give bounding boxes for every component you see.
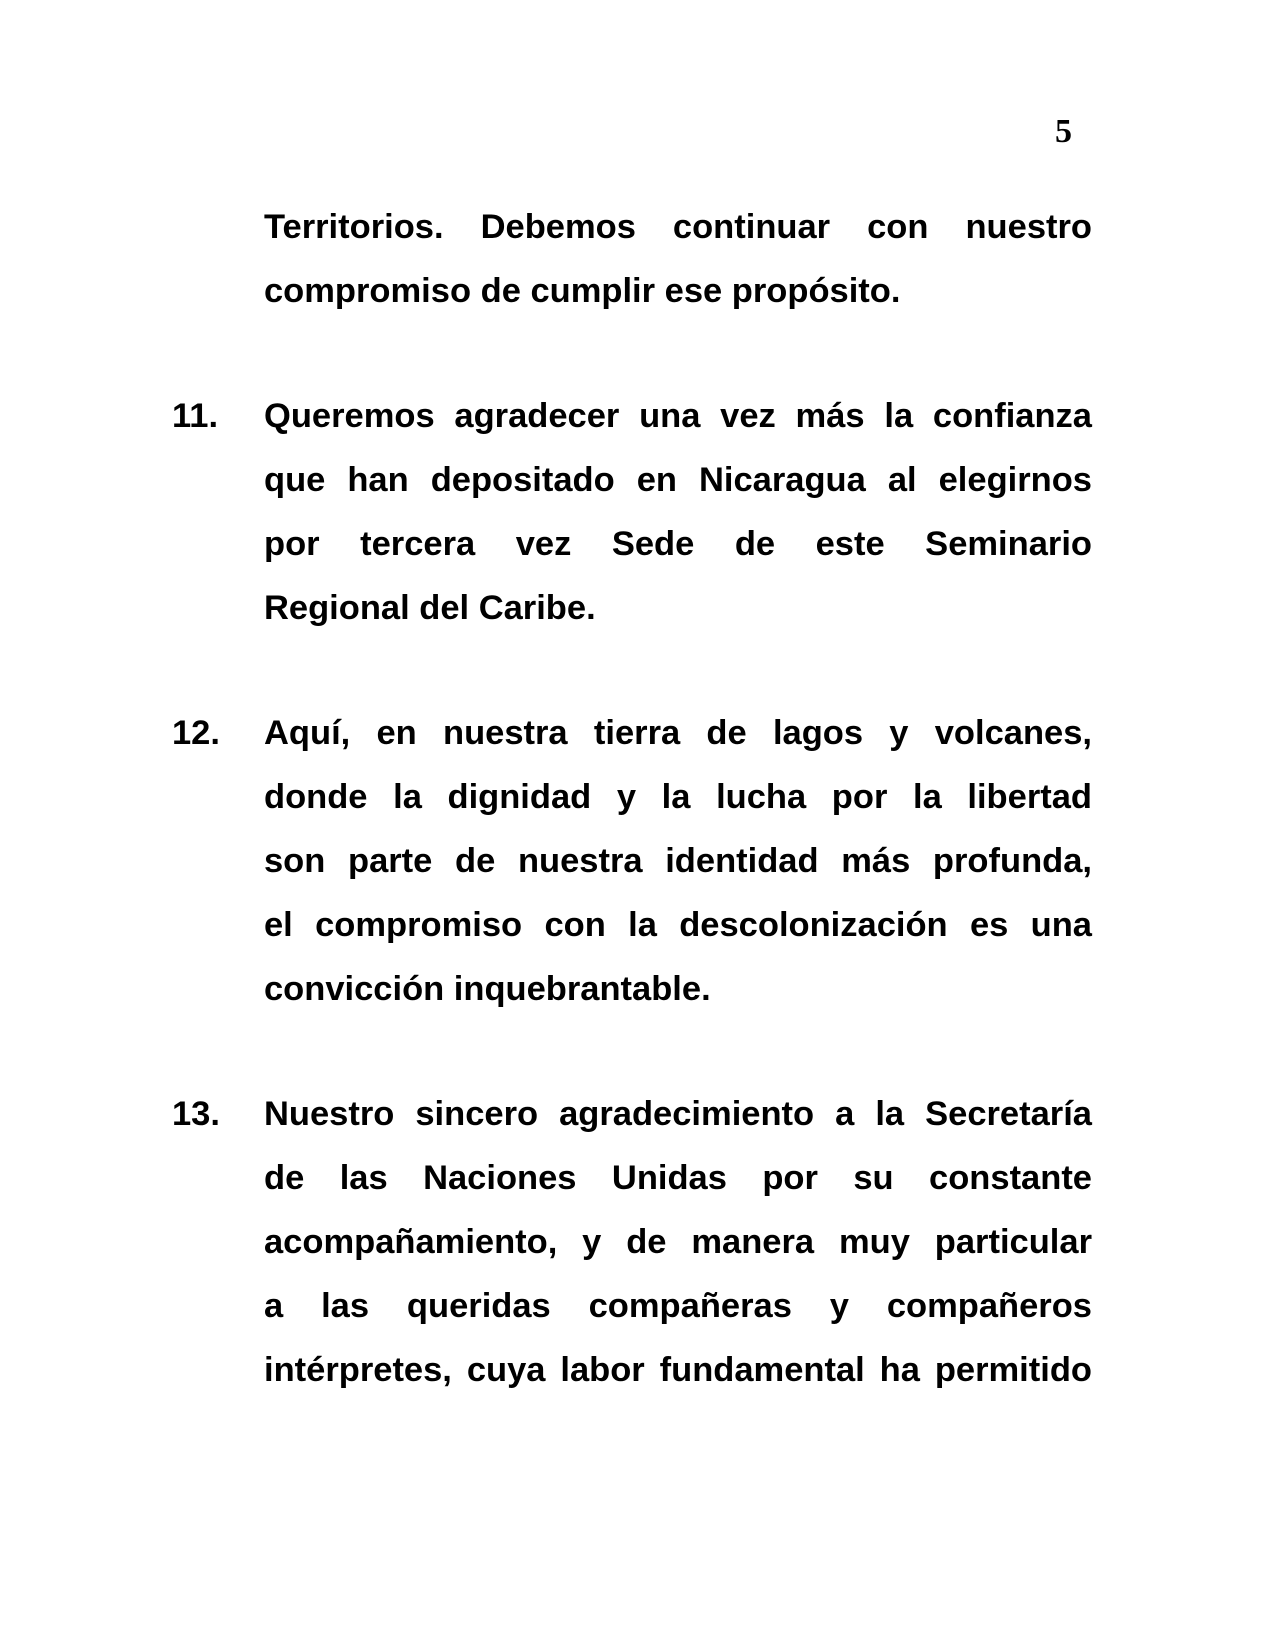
text-line: Regional del Caribe. — [264, 589, 596, 627]
text-line: de las Naciones Unidas por su constante — [264, 1159, 1092, 1197]
text-line: Nuestro sincero agradecimiento a la Secretaría — [264, 1095, 1092, 1133]
page-number: 5 — [1055, 113, 1072, 150]
paragraph-number: 12. — [172, 714, 220, 752]
text-line: convicción inquebrantable. — [264, 970, 711, 1008]
text-line: Queremos agradecer una vez más la confianza — [264, 397, 1092, 435]
text-line: intérpretes, cuya labor fundamental ha permitido — [264, 1351, 1092, 1389]
text-line: por tercera vez Sede de este Seminario — [264, 525, 1092, 563]
text-line: a las queridas compañeras y compañeros — [264, 1287, 1092, 1325]
document-body — [172, 195, 1092, 1402]
paragraph-number: 13. — [172, 1095, 220, 1133]
text-line: Aquí, en nuestra tierra de lagos y volcanes, — [264, 714, 1092, 752]
text-line: son parte de nuestra identidad más profunda, — [264, 842, 1092, 880]
paragraph-13 — [172, 1082, 1092, 1402]
text-line: el compromiso con la descolonización es una — [264, 906, 1092, 944]
paragraph-12 — [172, 701, 1092, 1021]
paragraph-11 — [172, 384, 1092, 640]
text-line: Territorios. Debemos continuar con nuestro — [264, 208, 1092, 246]
paragraph-continuation — [172, 195, 1092, 323]
text-line: que han depositado en Nicaragua al elegirnos — [264, 461, 1092, 499]
text-line: compromiso de cumplir ese propósito. — [264, 272, 901, 310]
text-line: acompañamiento, y de manera muy particular — [264, 1223, 1092, 1261]
paragraph-number: 11. — [172, 397, 219, 435]
text-line: donde la dignidad y la lucha por la libertad — [264, 778, 1092, 816]
